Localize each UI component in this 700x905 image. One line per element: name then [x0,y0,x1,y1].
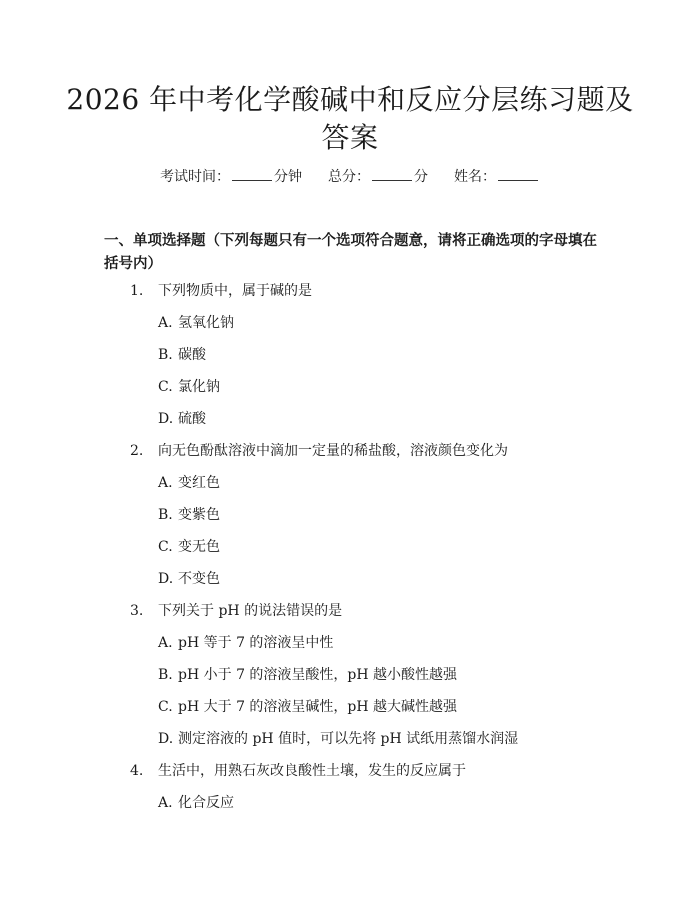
question-number: 2. [130,443,144,459]
option-text: 氢氧化钠 [178,315,234,331]
option-letter: B. [158,507,173,523]
time-unit: 分钟 [274,169,302,185]
question-text: 生活中，用熟石灰改良酸性土壤，发生的反应属于 [158,763,466,779]
option-text: 化合反应 [178,795,234,811]
document-title-line-2: 答案 [321,121,379,154]
name-label: 姓名： [454,169,496,185]
option-letter: C. [158,699,173,715]
score-blank [372,166,412,181]
question-1-option-b [158,344,206,366]
question-text: 下列物质中，属于碱的是 [158,283,312,299]
section-heading: 一、单项选择题（下列每题只有一个选项符合题意，请将正确选项的字母填在括号内） [104,233,597,272]
question-text: 向无色酚酞溶液中滴加一定量的稀盐酸，溶液颜色变化为 [158,443,508,459]
option-text: pH 大于 7 的溶液呈碱性，pH 越大碱性越强 [178,699,458,715]
question-text: 下列关于 pH 的说法错误的是 [158,603,343,619]
option-text: 氯化钠 [178,379,220,395]
question-2 [130,440,508,462]
question-3-option-c [158,696,457,718]
option-letter: A. [158,475,173,491]
question-3-option-a [158,632,333,654]
question-2-option-b [158,504,220,526]
option-letter: A. [158,795,173,811]
question-1-option-c [158,376,220,398]
question-number: 4. [130,763,144,779]
question-3 [130,600,342,622]
score-label: 总分： [328,169,370,185]
option-letter: C. [158,539,173,555]
question-number: 3. [130,603,144,619]
option-text: 硫酸 [178,411,206,427]
question-4 [130,760,466,782]
name-blank [498,166,538,181]
time-blank [232,166,272,181]
question-1 [130,280,312,302]
question-2-option-c [158,536,220,558]
option-letter: A. [158,315,173,331]
option-letter: D. [158,571,174,587]
option-letter: B. [158,347,173,363]
option-text: pH 等于 7 的溶液呈中性 [178,635,334,651]
question-2-option-a [158,472,220,494]
option-letter: A. [158,635,173,651]
option-letter: C. [158,379,173,395]
question-number: 1. [130,283,144,299]
question-3-option-d [158,728,518,750]
question-2-option-d [158,568,220,590]
option-text: 测定溶液的 pH 值时，可以先将 pH 试纸用蒸馏水润湿 [178,731,519,747]
option-text: 变红色 [178,475,220,491]
exam-info [0,166,700,188]
option-text: 变无色 [178,539,220,555]
time-label: 考试时间： [160,169,230,185]
document-title-line-1: 2026 年中考化学酸碱中和反应分层练习题及 [66,83,634,116]
option-letter: D. [158,411,174,427]
option-text: 变紫色 [178,507,220,523]
option-text: pH 小于 7 的溶液呈酸性，pH 越小酸性越强 [178,667,458,683]
question-3-option-b [158,664,457,686]
option-text: 碳酸 [178,347,206,363]
option-letter: D. [158,731,174,747]
option-letter: B. [158,667,173,683]
option-text: 不变色 [178,571,220,587]
question-4-option-a [158,792,234,814]
question-1-option-a [158,312,234,334]
question-1-option-d [158,408,206,430]
score-unit: 分 [414,169,428,185]
